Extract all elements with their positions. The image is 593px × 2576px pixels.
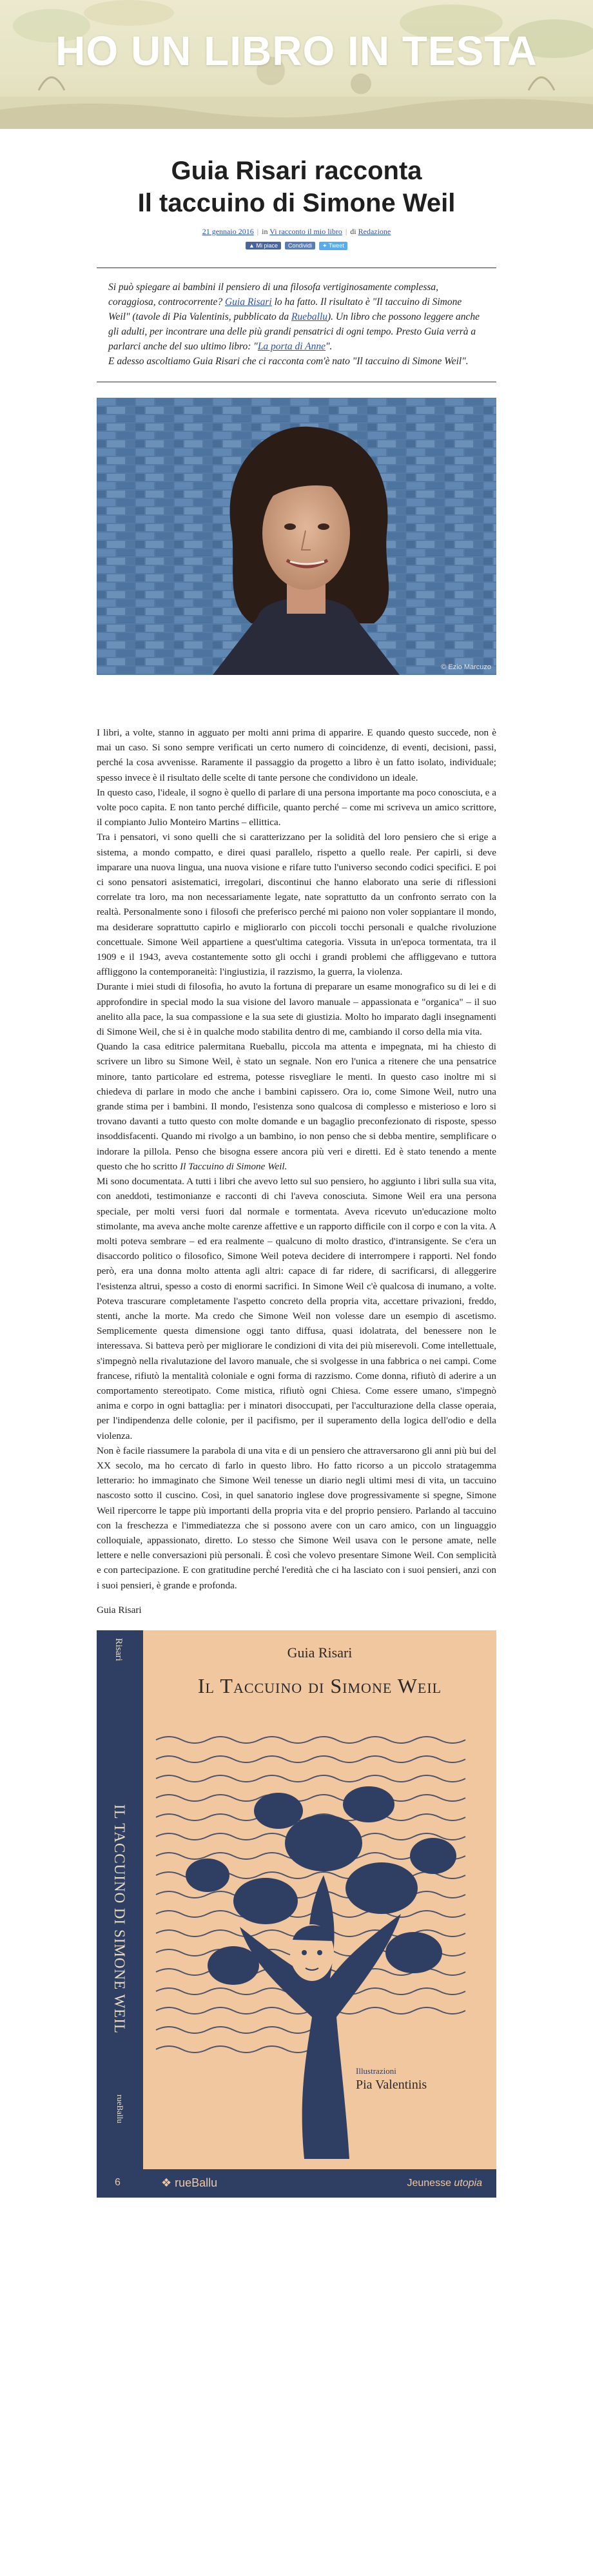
author-prefix: di	[350, 227, 356, 236]
cover-illustrator-name: Pia Valentinis	[356, 2077, 427, 2092]
cover-series	[407, 2178, 482, 2189]
body-paragraph: Durante i miei studi di filosofia, ho avuto la fortuna di preparare un esame monografico su di lei e di approfondire in special modo la sua visione del lavoro manuale – appassionata e "organica" – il suo anelito alla pace, la sua compassione e la sua sete di giustizia. Molto ho imparato dagli insegnamenti di Simone Weil, che si è in qualche modo stabilita dentro di me, cambiando il corso della mia vita.	[97, 981, 496, 1038]
cover-publisher-name: rueBallu	[175, 2176, 218, 2189]
book-front	[143, 1630, 496, 2198]
intro-paragraph-2: E adesso ascoltiamo Guia Risari che ci racconta com'è nato "Il taccuino di Simone Weil".	[108, 356, 469, 367]
site-title[interactable]: HO UN LIBRO IN TESTA	[55, 28, 538, 74]
category-link[interactable]: Vi racconto il mio libro	[269, 227, 342, 236]
intro-text-3: ). Un libro che possono leggere anche gli adulti, per incontrare una delle più grandi pensatrici di ogni tempo. Presto Guia verrà a parlarci anche del suo ultimo libro: "	[108, 311, 480, 352]
body-paragraph: In questo caso, l'ideale, il sogno è quello di parlare di una persona importante ma poco conosciuta, e a volte poco capita. E non tanto perché difficile, quanto perché – come mi scriveva un amico scrittore, il compianto Julio Monteiro Martins – ellittica.	[97, 786, 496, 828]
cover-title: Il Taccuino di Simone Weil	[197, 1673, 442, 1697]
book-title-italic: Il Taccuino di Simone Weil.	[180, 1160, 287, 1172]
category-prefix: in	[262, 227, 268, 236]
intro-text-4: ".	[326, 341, 333, 352]
post-title	[97, 155, 496, 219]
tweet-label: Tweet	[328, 242, 344, 249]
like-label: Mi piace	[256, 242, 278, 249]
body-paragraph: Mi sono documentata. A tutti i libri che avevo letto sul suo pensiero, ho aggiunto i libri sulla sua vita, con aneddoti, testimonianze e racconti di chi l'aveva conosciuta. Simone Weil era una persona speciale, per molti versi fuori dal normale e tormentata. Aveva ricevuto un'educazione molto stimolante, ma aveva anche molte carenze affettive e un rapporto difficile con il corpo e con la vita. A molti poteva sembrare – ed era realmente – qualcuno di molto drastico, d'intransigente. Se c'era un disaccordo politico o filosofico, Simone Weil poteva decidere di interrompere i rapporti. Nel fondo però, era una donna molto attenta agli altri: capace di far ridere, di sacrificarsi, di alleggerire l'esistenza altrui, spesso a costo di enormi sacrifici. In Simone Weil c'è qualcosa di inumano, a volte. Poteva trascurare completamente l'aspetto concreto della propria vita, accettare privazioni, freddo, stenti, anche la morte. Ma credo che Simone Weil non volesse dare un esempio di ascetismo. Semplicemente questa dimensione oggi tanto diffusa, quasi idolatrata, del benessere non le interessava. Si batteva però per migliorare le condizioni di vita dei più miserevoli. Come intellettuale, s'impegnò nella rivalutazione del lavoro manuale, che si svolgesse in una fabbrica o nei campi. Come francese, rifiutò la mentalità coloniale e ogni forma di razzismo. Come donna, rifiutò di aderire a un comportamento stereotipato. Come mistica, rifiutò ogni Chiesa. Come essere umano, s'impegnò anima e corpo in ogni battaglia: per i minatori disoccupati, per l'acculturazione della classe operaia, per l'indipendenza delle colonie, per il pacifismo, per il superamento della logica dell'odio e della violenza.	[97, 1176, 496, 1441]
spine-number: 6	[115, 2176, 121, 2188]
intro-box	[97, 268, 496, 382]
article	[0, 129, 593, 2576]
meta-separator: |	[345, 227, 347, 236]
photo-credit: © Ezio Marcuzo	[441, 663, 491, 671]
thumb-icon: ▲	[249, 242, 255, 249]
post-meta	[97, 227, 496, 237]
share-buttons	[97, 239, 496, 251]
author-portrait-image	[97, 398, 496, 675]
publisher-logo-icon: ❖	[161, 2176, 175, 2189]
facebook-share-button[interactable]: Condividi	[285, 242, 315, 249]
cover-publisher	[161, 2176, 217, 2190]
facebook-like-button[interactable]	[246, 242, 281, 249]
guia-risari-link[interactable]: Guia Risari	[224, 297, 272, 307]
spine-publisher: rueBallu	[115, 2094, 125, 2123]
spine-author: Risari	[113, 1637, 124, 1661]
spine-title: IL TACCUINO DI SIMONE WEIL	[112, 1804, 128, 2034]
post-title-line2: Il taccuino di Simone Weil	[137, 189, 456, 217]
intro-paragraph	[108, 280, 485, 354]
post-title-line1: Guia Risari racconta	[171, 157, 422, 185]
cover-series-name: utopia	[454, 2177, 482, 2189]
author-link[interactable]: Redazione	[358, 227, 391, 236]
book-cover	[97, 1630, 496, 2198]
cover-series-prefix: Jeunesse	[407, 2177, 454, 2189]
cover-illustrator-label: Illustrazioni	[356, 2065, 396, 2076]
article-body	[97, 725, 496, 1593]
twitter-bird-icon: ✦	[322, 242, 327, 249]
author-photo	[97, 398, 496, 675]
body-paragraph-text: Quando la casa editrice palermitana Rueballu, piccola ma attenta e impegnata, mi ha chiesto di scrivere un libro su Simone Weil, è stato un segnale. Non ero l'unica a ritenere che una pensatrice minore, tanto particolare ed estrema, potesse risvegliare le menti. In questo caso inoltre mi si chiedeva di parlare in modo che anche i bambini capissero. Ora io, come Simone Weil, nutro una grande stima per i bambini. Il mondo, l'esistenza sono qualcosa di complesso e misterioso e loro si trovano davanti a tutto questo con molte domande e un bagaglio preconfezionato di risposte, spesso insoddisfacenti. Quando mi rivolgo a un bambino, io non penso che si debba mentire, semplificare o indorare la pillola. Penso che bisogna essere ancora più veri e diretti. Ed è stato tenendo a mente questo che ho scritto	[97, 1041, 496, 1172]
signature: Guia Risari	[97, 1604, 142, 1615]
body-paragraph: I libri, a volte, stanno in agguato per molti anni prima di apparire. E quando questo succede, non è mai un caso. Si sono sempre verificati un certo numero di coincidenze, di eventi, decisioni, passi, perché la cosa avvenisse. Raramente il passaggio da progetto a libro è un fatto isolato, individuale; spesso invece è il risultato delle scelte di tante persone che condividono un ideale.	[97, 727, 496, 783]
rueballu-link[interactable]: Rueballu	[291, 311, 328, 322]
meta-separator: |	[257, 227, 259, 236]
tweet-button[interactable]	[319, 242, 347, 250]
la-porta-di-anne-link[interactable]: La porta di Anne	[257, 341, 326, 352]
cover-illustration	[143, 1630, 496, 2198]
body-paragraph	[97, 1039, 496, 1174]
body-paragraph: Non è facile riassumere la parabola di una vita e di un pensiero che attraversarono gli anni più bui del XX secolo, ma ho cercato di farlo in questo libro. Ho fatto ricorso a un piccolo stratagemma letterario: ho immaginato che Simone Weil tenesse un diario negli ultimi mesi di vita, un taccuino nascosto sotto il cuscino. Così, in quel sanatorio inglese dove progressivamente si spegne, Simone Weil ripercorre le tappe più importanti della propria vita e del proprio pensiero. Parlando al taccuino con la freschezza e l'immediatezza che si possono avere con un caro amico, con un linguaggio colloquiale, appassionato, diretto. Lo stesso che Simone Weil usava con le persone amate, nelle lettere e nelle conversazioni più personali. È così che volevo presentare Simone Weil. Con semplicità e con partecipazione. E con gratitudine perché l'eredità che ci ha lasciato con i suoi pensieri, anzi con i suoi pensieri, è grande e profonda.	[97, 1445, 496, 1591]
post-date-link[interactable]: 21 gennaio 2016	[202, 227, 254, 236]
body-paragraph: Tra i pensatori, vi sono quelli che si caratterizzano per la solidità del loro pensiero che si erige a sistema, a mondo compatto, e direi quasi parallelo, rispetto a quello reale. Per capirli, si deve imparare una nuova lingua, una nuova visione e rifare tutto l'universo secondo codici specifici. E poi ci sono pensatori asistematici, irregolari, discontinui che hanno elaborato una serie di riflessioni correlate tra loro, ma non necessariamente legate, nate soprattutto da un confronto serrato con la realtà. Personalmente sono i filosofi che preferisco perché mi paiono non voler soppiantare il mondo, ma desiderare soprattutto capirlo e migliorarlo con piccoli tocchi personali e qualche rivoluzione concettuale. Simone Weil appartiene a quest'ultima categoria. Vissuta in un'epoca tormentata, tra il 1909 e il 1943, aveva costantemente sotto gli occhi i grandi problemi che affliggevano e tuttora affliggono la contemporaneità: l'ingiustizia, il razzismo, la guerra, la violenza.	[97, 832, 496, 978]
book-spine	[97, 1630, 143, 2198]
intro-text-1: Si può spiegare ai bambini il pensiero di una filosofa vertiginosamente complessa, coraggiosa, controcorrente?	[108, 282, 439, 307]
cover-author: Guia Risari	[287, 1644, 353, 1661]
site-header	[0, 0, 593, 129]
intro-text-2: lo ha fatto. Il risultato è "Il taccuino di Simone Weil" (tavole di Pia Valentinis, pubblicato da	[108, 297, 462, 322]
